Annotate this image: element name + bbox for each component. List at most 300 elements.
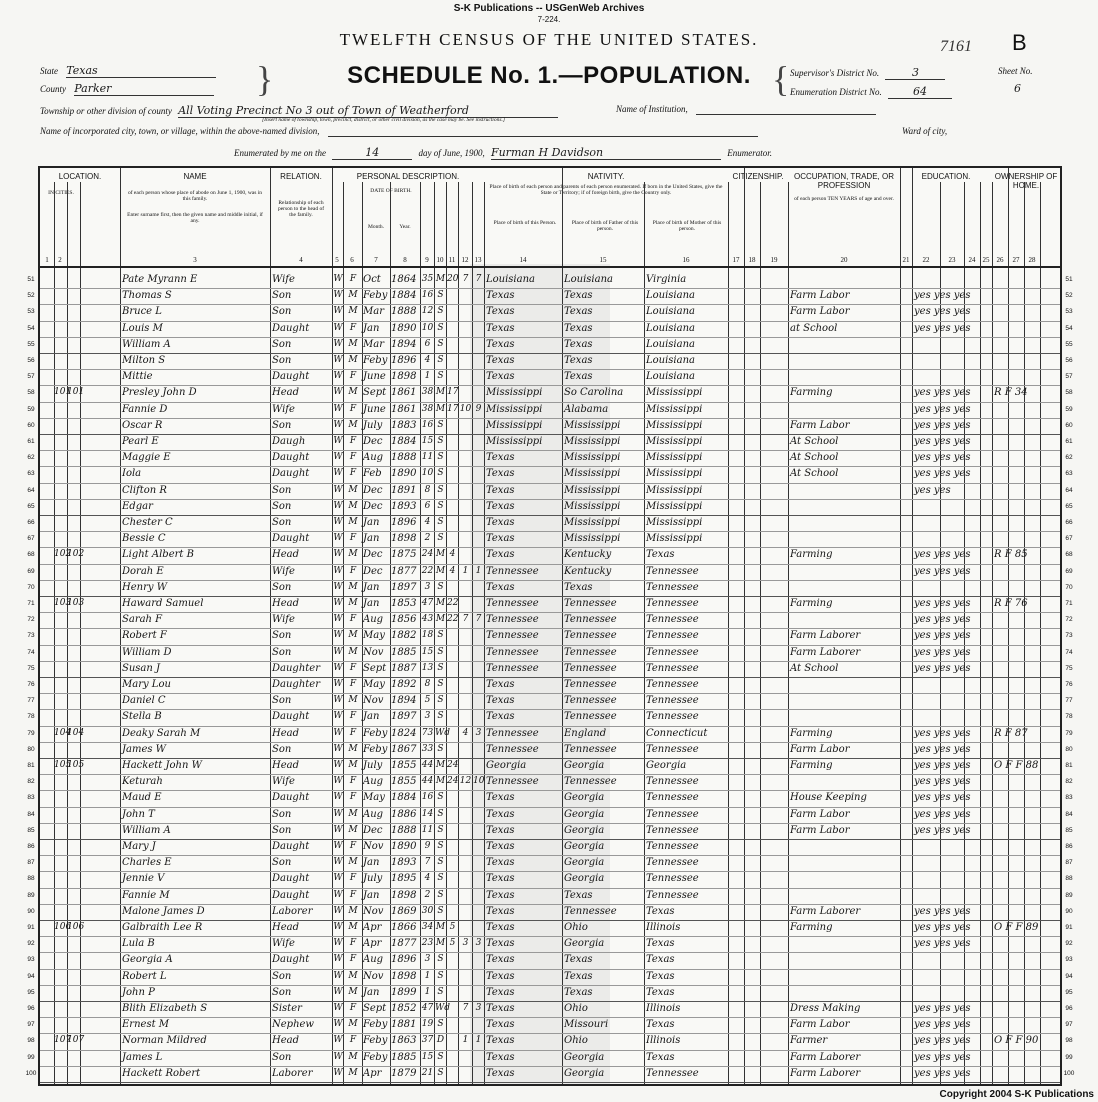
cell-pobm: Mississippi bbox=[646, 500, 703, 512]
cell-edu: yes yes yes bbox=[914, 1035, 971, 1047]
cell-month: Oct bbox=[363, 274, 381, 285]
cell-sex: M bbox=[348, 970, 358, 981]
cell-occ: Farm Labor bbox=[790, 419, 850, 431]
cell-year: 1888 bbox=[391, 824, 417, 836]
cell-sex: M bbox=[348, 630, 358, 641]
line-number: 81 bbox=[27, 762, 35, 769]
cell-rel: Daught bbox=[272, 954, 310, 966]
column-number: 21 bbox=[902, 256, 910, 264]
cell-age: 44 bbox=[421, 760, 434, 770]
cell-age: 1 bbox=[424, 970, 431, 981]
cell-occ: Farm Laborer bbox=[790, 1051, 861, 1063]
cell-rel: Son bbox=[272, 1051, 292, 1063]
column-number: 20 bbox=[840, 256, 848, 264]
cell-edu: yes yes yes bbox=[914, 938, 971, 950]
cell-year: 1884 bbox=[391, 792, 417, 804]
line-number: 69 bbox=[1065, 567, 1073, 575]
row-rule bbox=[40, 871, 1060, 872]
column-number: 3 bbox=[193, 256, 197, 264]
column-rule bbox=[484, 182, 485, 1084]
cell-occ: Farm Labor bbox=[790, 824, 850, 836]
line-number: 53 bbox=[27, 308, 35, 316]
cell-pobm: Texas bbox=[646, 954, 675, 966]
line-number: 91 bbox=[27, 924, 35, 931]
row-rule bbox=[40, 904, 1060, 905]
row-rule bbox=[40, 985, 1060, 986]
cell-color: W bbox=[333, 711, 343, 722]
cell-rel: Head bbox=[272, 727, 300, 739]
cell-year: 1879 bbox=[391, 1067, 417, 1079]
cell-age: 21 bbox=[421, 1067, 434, 1078]
county-label: County bbox=[40, 84, 66, 94]
line-number: 59 bbox=[27, 405, 35, 413]
cell-pobf: Georgia bbox=[564, 1051, 605, 1063]
enumerated-prefix: Enumerated by me on the bbox=[234, 148, 326, 158]
line-number: 100 bbox=[25, 1069, 37, 1077]
cell-year: 1881 bbox=[391, 1019, 417, 1031]
cell-pob: Mississippi bbox=[486, 387, 543, 399]
group-citizenship: CITIZENSHIP. bbox=[732, 172, 784, 181]
cell-ms: S bbox=[437, 500, 444, 511]
cell-age: 13 bbox=[421, 662, 434, 673]
cell-edu: yes yes yes bbox=[914, 905, 971, 917]
cell-pob: Texas bbox=[486, 792, 515, 804]
column-rule bbox=[67, 182, 68, 1084]
cell-rel: Daught bbox=[272, 711, 310, 723]
cell-edu: yes yes yes bbox=[914, 760, 971, 771]
cell-age: 38 bbox=[421, 387, 434, 398]
cell-pob: Texas bbox=[486, 905, 515, 917]
cell-pobm: Tennessee bbox=[646, 598, 699, 609]
supervisor-row bbox=[790, 66, 945, 80]
row-rule bbox=[40, 1001, 1060, 1002]
row-rule bbox=[40, 402, 1060, 403]
column-rule bbox=[80, 182, 81, 1084]
cell-color: W bbox=[333, 938, 343, 949]
cell-pob: Tennessee bbox=[486, 598, 539, 609]
row-rule bbox=[40, 1017, 1060, 1018]
line-number: 62 bbox=[27, 454, 35, 462]
cell-rel: Nephew bbox=[272, 1019, 314, 1031]
cell-pobf: Texas bbox=[564, 290, 593, 302]
state-row bbox=[40, 64, 216, 78]
cell-age: 43 bbox=[421, 614, 434, 625]
line-number: 66 bbox=[27, 519, 35, 526]
cell-own: R F 76 bbox=[994, 598, 1028, 609]
cell-mb: 7 bbox=[462, 274, 469, 284]
cell-year: 1898 bbox=[391, 889, 417, 901]
cell-month: Aug bbox=[363, 452, 384, 464]
cell-color: W bbox=[333, 695, 343, 706]
row-rule bbox=[40, 936, 1060, 937]
month-label: Month. bbox=[367, 224, 385, 230]
cell-color: W bbox=[333, 581, 343, 592]
cell-ms: S bbox=[437, 1051, 444, 1062]
cell-pobf: Texas bbox=[564, 322, 593, 334]
line-number: 57 bbox=[1065, 373, 1073, 381]
cell-occ: Farm Laborer bbox=[790, 630, 861, 642]
cell-month: Aug bbox=[363, 808, 384, 820]
header-brace-left: } bbox=[256, 59, 274, 99]
cell-month: Dec bbox=[363, 824, 383, 836]
line-number: 99 bbox=[27, 1053, 35, 1061]
row-rule bbox=[40, 628, 1060, 629]
line-number: 82 bbox=[27, 778, 35, 786]
cell-color: W bbox=[333, 452, 343, 463]
county-row bbox=[40, 82, 214, 96]
line-number: 80 bbox=[27, 745, 35, 753]
cell-age: 2 bbox=[424, 533, 431, 544]
cell-pobm: Louisiana bbox=[646, 355, 695, 366]
line-number: 95 bbox=[1065, 988, 1073, 996]
line-number: 55 bbox=[27, 340, 35, 348]
cell-age: 37 bbox=[421, 1035, 434, 1046]
cell-pobf: Mississippi bbox=[564, 517, 621, 528]
line-number: 73 bbox=[1065, 632, 1073, 640]
line-number: 59 bbox=[1065, 405, 1073, 413]
cell-ms: S bbox=[437, 581, 444, 592]
cell-sex: M bbox=[348, 500, 358, 511]
cell-rel: Daught bbox=[272, 452, 310, 464]
cell-month: Nov bbox=[363, 841, 384, 852]
occupation-description: of each person TEN YEARS of age and over. bbox=[794, 196, 894, 202]
cell-name: Henry W bbox=[122, 581, 167, 593]
cell-name: Fannie M bbox=[122, 889, 170, 901]
cell-year: 1884 bbox=[391, 436, 417, 447]
row-rule bbox=[40, 1033, 1060, 1034]
cell-pobf: Tennessee bbox=[564, 646, 617, 658]
cell-sex: F bbox=[349, 436, 357, 446]
cell-color: W bbox=[333, 824, 343, 835]
cell-name: Bruce L bbox=[122, 306, 162, 318]
cell-edu: yes yes yes bbox=[914, 387, 971, 399]
line-number: 91 bbox=[1065, 924, 1073, 931]
cell-pobm: Mississippi bbox=[646, 419, 703, 431]
publisher-line: S-K Publications -- USGenWeb Archives bbox=[453, 3, 645, 14]
column-rule bbox=[1008, 168, 1009, 1084]
cell-color: W bbox=[333, 841, 343, 851]
cell-pobf: Kentucky bbox=[564, 565, 612, 577]
cell-year: 1886 bbox=[391, 808, 417, 820]
cell-month: Feby bbox=[363, 355, 388, 366]
cell-name: Maud E bbox=[122, 792, 162, 804]
cell-ms: S bbox=[437, 630, 444, 641]
cell-sex: M bbox=[348, 355, 358, 365]
cell-color: W bbox=[333, 338, 343, 349]
cell-pobm: Louisiana bbox=[646, 338, 695, 350]
cell-pobm: Tennessee bbox=[646, 662, 699, 674]
column-number: 16 bbox=[682, 256, 690, 264]
cell-pob: Texas bbox=[486, 484, 515, 496]
cell-rel: Laborer bbox=[272, 1067, 313, 1079]
cell-ms: S bbox=[437, 824, 444, 835]
cell-rel: Daught bbox=[272, 322, 310, 334]
line-number: 71 bbox=[27, 600, 35, 607]
column-rule bbox=[1024, 182, 1025, 1084]
cell-yrs: 24 bbox=[447, 760, 459, 770]
cell-name: Fannie D bbox=[122, 403, 168, 415]
cell-pobm: Texas bbox=[646, 549, 675, 561]
row-rule bbox=[40, 612, 1060, 613]
cell-color: W bbox=[333, 760, 343, 770]
cell-ms: S bbox=[437, 808, 444, 819]
row-rule bbox=[40, 807, 1060, 808]
cell-fam: 106 bbox=[67, 922, 85, 932]
cell-edu: yes yes yes bbox=[914, 630, 971, 642]
cell-year: 1877 bbox=[391, 938, 417, 950]
cell-year: 1852 bbox=[391, 1003, 417, 1014]
cell-year: 1884 bbox=[391, 290, 417, 302]
cell-color: W bbox=[333, 436, 343, 446]
column-rule bbox=[644, 182, 645, 1084]
cell-name: Chester C bbox=[122, 517, 173, 528]
cell-pob: Texas bbox=[486, 517, 515, 528]
cell-month: Sept bbox=[363, 662, 387, 674]
row-rule bbox=[40, 531, 1060, 532]
cell-pobm: Tennessee bbox=[646, 581, 699, 593]
pob-father-label: Place of birth of Father of this person. bbox=[571, 220, 639, 232]
cell-month: Feby bbox=[363, 1051, 388, 1063]
cell-age: 12 bbox=[421, 306, 434, 317]
cell-name: Galbraith Lee R bbox=[122, 922, 203, 933]
cell-name: Mary Lou bbox=[122, 679, 171, 690]
line-number: 51 bbox=[27, 276, 35, 283]
column-rule bbox=[760, 182, 761, 1084]
cell-pob: Mississippi bbox=[486, 436, 543, 447]
cell-color: W bbox=[333, 1067, 343, 1078]
line-number: 73 bbox=[27, 632, 35, 640]
row-rule bbox=[40, 758, 1060, 759]
line-number: 90 bbox=[1065, 907, 1073, 915]
cell-own: R F 34 bbox=[994, 387, 1028, 399]
cell-pobm: Texas bbox=[646, 1019, 675, 1031]
column-number: 17 bbox=[732, 256, 740, 264]
line-number: 74 bbox=[27, 648, 35, 656]
column-number: 5 bbox=[335, 256, 339, 264]
cell-ms: M bbox=[435, 549, 446, 560]
column-number: 13 bbox=[474, 256, 482, 264]
cell-pobf: Texas bbox=[564, 889, 593, 901]
cell-color: W bbox=[333, 905, 343, 916]
township-value: All Voting Precinct No 3 out of Town of Weatherford bbox=[178, 104, 558, 118]
cell-age: 4 bbox=[424, 873, 431, 884]
cell-occ: Farming bbox=[790, 598, 833, 609]
line-number: 99 bbox=[1065, 1053, 1073, 1061]
cell-color: W bbox=[333, 1035, 343, 1046]
cell-age: 18 bbox=[421, 630, 434, 641]
cell-pobm: Texas bbox=[646, 905, 675, 917]
cell-age: 7 bbox=[424, 857, 431, 868]
cell-edu: yes yes yes bbox=[914, 436, 971, 447]
cell-color: W bbox=[333, 517, 343, 527]
cell-month: Apr bbox=[363, 922, 382, 933]
cell-ms: S bbox=[437, 792, 444, 803]
cell-edu: yes yes yes bbox=[914, 419, 971, 431]
cell-sex: F bbox=[349, 1035, 357, 1046]
cell-age: 34 bbox=[421, 922, 434, 932]
cell-year: 1893 bbox=[391, 857, 417, 869]
cell-own: O F F 90 bbox=[994, 1035, 1039, 1047]
cell-ms: S bbox=[437, 743, 444, 754]
cell-sex: F bbox=[349, 614, 357, 625]
cell-color: W bbox=[333, 889, 343, 900]
cell-color: W bbox=[333, 387, 343, 398]
cell-month: Nov bbox=[363, 646, 384, 658]
column-rule bbox=[54, 182, 55, 1084]
row-rule bbox=[40, 353, 1060, 354]
line-number: 74 bbox=[1065, 648, 1073, 656]
row-rule bbox=[40, 693, 1060, 694]
line-number: 96 bbox=[1065, 1005, 1073, 1012]
institution-value bbox=[696, 104, 876, 115]
cell-edu: yes yes yes bbox=[914, 646, 971, 658]
row-rule bbox=[40, 483, 1060, 484]
cell-color: W bbox=[333, 306, 343, 317]
cell-name: William A bbox=[122, 824, 171, 836]
cell-ms: S bbox=[437, 679, 444, 689]
cell-name: Norman Mildred bbox=[122, 1035, 207, 1047]
cell-pobf: Georgia bbox=[564, 1067, 605, 1079]
line-number: 66 bbox=[1065, 519, 1073, 526]
cell-pobm: Tennessee bbox=[646, 824, 699, 836]
cell-pobf: Tennessee bbox=[564, 598, 617, 609]
line-number: 63 bbox=[1065, 470, 1073, 478]
cell-name: Robert L bbox=[122, 970, 167, 982]
cell-edu: yes yes yes bbox=[914, 322, 971, 334]
line-number: 60 bbox=[1065, 421, 1073, 429]
cell-ms: S bbox=[437, 873, 444, 884]
cell-rel: Son bbox=[272, 970, 292, 982]
row-rule bbox=[40, 434, 1060, 435]
name-instruction: Enter surname first, then the given name and middle initial, if any. bbox=[127, 212, 263, 224]
cell-edu: yes yes yes bbox=[914, 614, 971, 626]
cell-rel: Son bbox=[272, 290, 292, 302]
cell-pobf: Kentucky bbox=[564, 549, 612, 561]
cell-month: Sept bbox=[363, 1003, 387, 1014]
line-number: 60 bbox=[27, 421, 35, 429]
cell-month: Aug bbox=[363, 614, 384, 626]
cell-rel: Sister bbox=[272, 1003, 302, 1014]
row-rule bbox=[40, 645, 1060, 646]
line-number: 80 bbox=[1065, 745, 1073, 753]
row-rule bbox=[40, 661, 1060, 662]
cell-ms: S bbox=[437, 338, 444, 349]
line-number: 93 bbox=[1065, 956, 1073, 964]
cell-name: William A bbox=[122, 338, 171, 350]
cell-pobm: Tennessee bbox=[646, 646, 699, 658]
group-ownership: OWNERSHIP OF HOME. bbox=[994, 172, 1058, 190]
census-title: TWELFTH CENSUS OF THE UNITED STATES. bbox=[339, 30, 759, 49]
cell-pob: Texas bbox=[486, 581, 515, 593]
cell-name: Deaky Sarah M bbox=[122, 727, 201, 739]
cell-ms: M bbox=[435, 938, 446, 949]
row-rule bbox=[40, 1082, 1060, 1083]
line-number: 56 bbox=[1065, 357, 1073, 364]
cell-pob: Tennessee bbox=[486, 630, 539, 642]
cell-rel: Daughter bbox=[272, 662, 320, 674]
cell-occ: At School bbox=[790, 452, 839, 464]
cell-ml: 9 bbox=[475, 403, 482, 414]
cell-ml: 7 bbox=[475, 274, 482, 284]
cell-year: 1877 bbox=[391, 565, 417, 577]
cell-pobf: Missouri bbox=[564, 1019, 609, 1031]
cell-ms: S bbox=[437, 695, 444, 706]
cell-color: W bbox=[333, 290, 343, 301]
enumeration-label: Enumeration District No. bbox=[790, 87, 882, 97]
cell-pob: Louisiana bbox=[486, 274, 535, 285]
group-nativity: NATIVITY. bbox=[587, 172, 625, 181]
cell-ml: 3 bbox=[475, 727, 482, 738]
cell-age: 15 bbox=[421, 646, 434, 657]
cell-sex: M bbox=[348, 549, 358, 560]
cell-sex: F bbox=[349, 873, 357, 884]
line-number: 65 bbox=[27, 502, 35, 510]
cell-sex: M bbox=[348, 338, 358, 349]
cell-pob: Texas bbox=[486, 889, 515, 901]
cell-year: 1893 bbox=[391, 500, 417, 512]
cell-name: James L bbox=[122, 1051, 163, 1063]
cell-pobm: Tennessee bbox=[646, 743, 699, 755]
line-number: 54 bbox=[1065, 324, 1073, 332]
cell-rel: Laborer bbox=[272, 905, 313, 917]
cell-age: 4 bbox=[424, 517, 431, 527]
cell-edu: yes yes yes bbox=[914, 662, 971, 674]
line-number: 64 bbox=[27, 486, 35, 494]
cell-pobm: Virginia bbox=[646, 274, 687, 285]
line-number: 72 bbox=[27, 616, 35, 624]
cell-sex: F bbox=[349, 468, 357, 479]
line-number: 82 bbox=[1065, 778, 1073, 786]
line-number: 63 bbox=[27, 470, 35, 478]
column-number: 27 bbox=[1012, 256, 1020, 264]
cell-month: July bbox=[363, 760, 383, 771]
column-number: 9 bbox=[425, 256, 429, 264]
cell-edu: yes yes yes bbox=[914, 452, 971, 464]
cell-pobf: Mississippi bbox=[564, 500, 621, 512]
cell-ms: M bbox=[435, 776, 446, 787]
cell-rel: Son bbox=[272, 986, 292, 998]
cell-year: 1867 bbox=[391, 743, 417, 755]
line-number: 77 bbox=[27, 697, 35, 705]
cell-pob: Texas bbox=[486, 290, 515, 302]
cell-sex: F bbox=[349, 841, 357, 851]
cell-name: Robert F bbox=[122, 630, 167, 642]
cell-name: Haward Samuel bbox=[122, 598, 204, 609]
line-number: 67 bbox=[1065, 535, 1073, 543]
cell-own: R F 87 bbox=[994, 727, 1028, 739]
cell-pob: Texas bbox=[486, 1051, 515, 1063]
cell-year: 1855 bbox=[391, 776, 417, 788]
line-number: 78 bbox=[1065, 713, 1073, 721]
cell-pobm: Illinois bbox=[646, 922, 681, 933]
cell-occ: Farming bbox=[790, 727, 833, 739]
nativity-description: Place of birth of each person and parents of each person enumerated. If born in the United States, give the State or Territory; if of foreign birth, give the Country only. bbox=[489, 184, 723, 196]
cell-rel: Daught bbox=[272, 533, 310, 545]
row-rule bbox=[40, 677, 1060, 678]
line-number: 62 bbox=[1065, 454, 1073, 462]
cell-month: May bbox=[363, 679, 385, 690]
cell-name: William D bbox=[122, 646, 172, 658]
cell-ms: Wd bbox=[435, 1003, 451, 1013]
cell-pobm: Mississippi bbox=[646, 533, 703, 545]
cell-ms: M bbox=[435, 614, 446, 625]
enumerator-label: Enumerator. bbox=[727, 148, 772, 158]
cell-year: 1899 bbox=[391, 986, 417, 998]
cell-name: Hackett Robert bbox=[122, 1067, 201, 1079]
cell-rel: Son bbox=[272, 857, 292, 869]
cell-age: 8 bbox=[424, 484, 431, 495]
column-number: 1 bbox=[45, 256, 49, 264]
